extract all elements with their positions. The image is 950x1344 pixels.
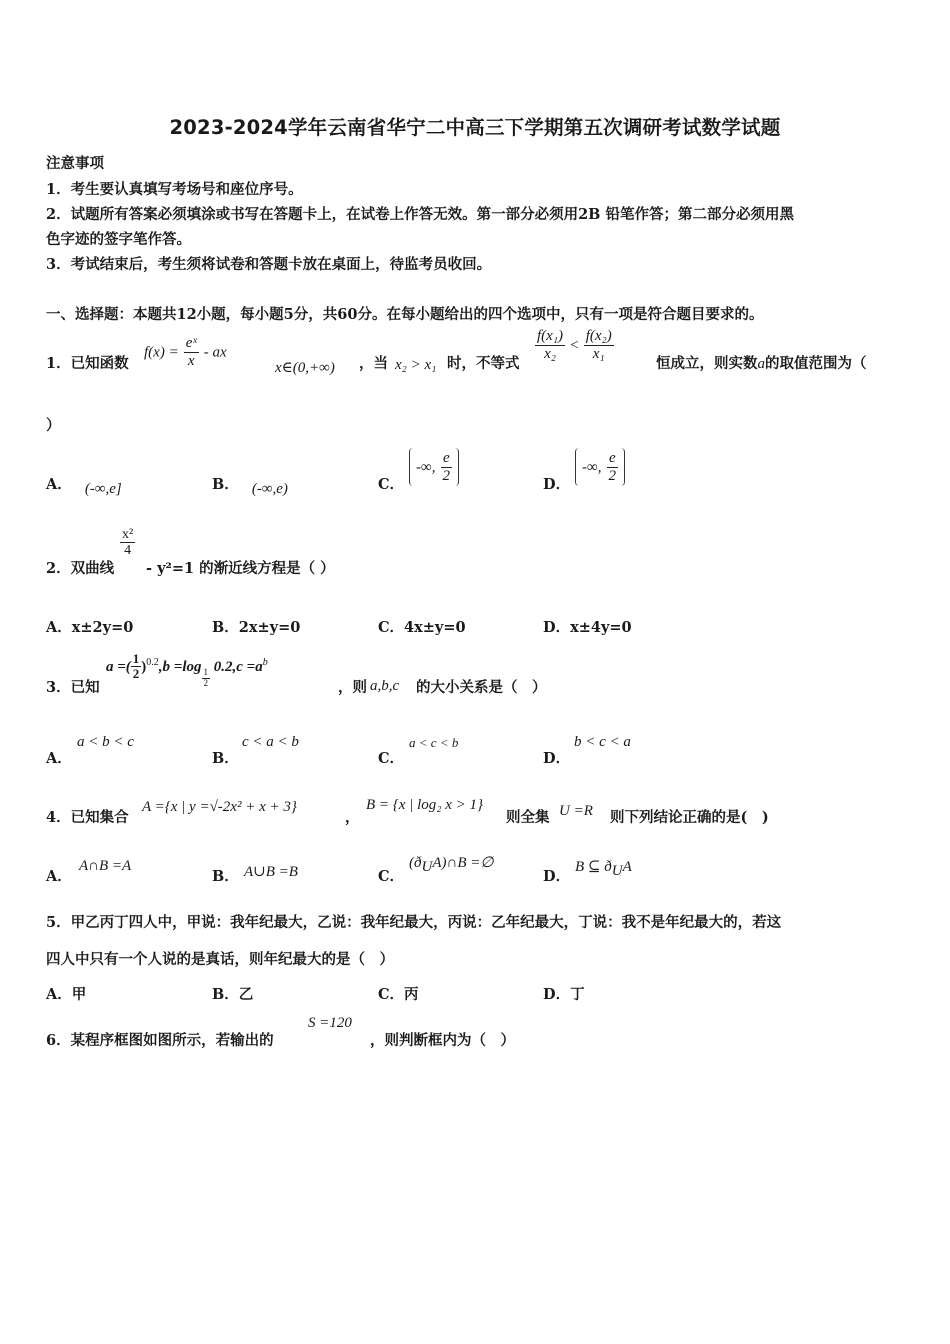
- q5-option-c-text: 丙: [404, 986, 419, 1003]
- q1-option-c-text: -∞,: [416, 459, 436, 476]
- q5-line-2: 四人中只有一个人说的是真话，则年纪最大的是（ ）: [46, 951, 394, 968]
- q2-option-b-label: B．: [212, 619, 239, 636]
- q1-option-c-den: 2: [442, 467, 451, 484]
- q1-option-d-den: 2: [608, 467, 617, 484]
- q1-option-b-label: B．: [212, 476, 239, 493]
- q1-function: [144, 335, 227, 369]
- q3-half-den: 2: [132, 666, 140, 682]
- q1-option-b[interactable]: [212, 473, 288, 497]
- q1-mid: ，当: [359, 355, 388, 372]
- q1-tail-text: 恒成立，则实数: [656, 355, 758, 372]
- q2-option-b-text: 2x±y=0: [238, 619, 301, 636]
- q2-tail: - y²=1 的渐近线方程是（ ）: [146, 560, 335, 577]
- q4-option-d-text2: A: [622, 859, 632, 875]
- q4-option-d-sub: U: [611, 863, 623, 880]
- q1-option-c-label: C．: [378, 476, 405, 493]
- q3-option-b[interactable]: [212, 747, 239, 768]
- q5-option-a-label: A．: [46, 986, 72, 1003]
- q1-ineq-left: [535, 328, 565, 362]
- q5-option-b-text: 乙: [238, 986, 254, 1003]
- q4-option-c-expr: [409, 852, 493, 876]
- q1-ineq-right-den: x₁: [592, 345, 605, 362]
- q5-option-a-text: 甲: [71, 986, 87, 1003]
- q6-lead: 6．某程序框图如图所示，若输出的: [46, 1032, 274, 1049]
- q5-option-c-label: C．: [378, 986, 405, 1003]
- q4-set-b: [366, 794, 483, 814]
- q1-option-d[interactable]: [543, 473, 570, 494]
- q1-option-d-label: D．: [543, 476, 571, 493]
- q4-option-c-label: C．: [378, 868, 405, 885]
- q3-half: [131, 652, 142, 682]
- q1-option-a[interactable]: [46, 473, 122, 497]
- q2-frac: [120, 527, 135, 559]
- q3-vars: a,b,c: [370, 678, 400, 694]
- notice-item-1: 1．考生要认真填写考场号和座位序号。: [46, 181, 303, 198]
- q1-domain: x∈(0,+∞): [275, 360, 335, 376]
- q1-option-c-frac: [441, 450, 453, 484]
- q5-option-d[interactable]: [543, 983, 585, 1004]
- q1-func-num: eˣ: [185, 335, 197, 351]
- q4-option-b-text: A∪B =B: [244, 864, 298, 880]
- q1-tail-text2: 的取值范围为（: [765, 355, 867, 372]
- q3-expr-d: 0.2,c =a: [210, 658, 263, 675]
- q2-lead: 2．双曲线: [46, 560, 115, 577]
- q3-expression: [106, 651, 268, 689]
- q1-option-d-text: -∞,: [582, 459, 602, 476]
- q2-option-c-text: 4x±y=0: [404, 619, 466, 636]
- q5-option-b[interactable]: [212, 983, 253, 1004]
- q4-option-b[interactable]: [212, 865, 239, 886]
- q4-set-b-text: B = {x | log₂ x > 1}: [366, 797, 483, 813]
- q4-option-d[interactable]: [543, 865, 570, 886]
- q1-option-c-bracket: [409, 448, 459, 486]
- q3-option-a[interactable]: [46, 747, 72, 768]
- q2-option-a-text: x±2y=0: [71, 619, 134, 636]
- q1-func-den: x: [187, 352, 195, 369]
- q4-option-c[interactable]: [378, 865, 404, 886]
- q1-option-c-num: e: [441, 450, 453, 468]
- notice-heading: 注意事项: [46, 155, 104, 172]
- q4-option-d-expr: [575, 856, 632, 880]
- q2-option-a[interactable]: [46, 616, 133, 637]
- q1-cond: x₂ > x₁: [395, 357, 437, 373]
- q2-option-a-label: A．: [46, 619, 72, 636]
- q3-log-base-den: 2: [203, 678, 209, 689]
- q1-option-d-expr: [575, 448, 625, 486]
- q3-option-d-label: D．: [543, 750, 571, 767]
- q2-option-c-label: C．: [378, 619, 405, 636]
- q1-ineq-right-num: f(x₂): [585, 328, 612, 344]
- q4-tail: 则下列结论正确的是( ): [610, 809, 769, 826]
- q3-option-c-text: a < c < b: [409, 735, 459, 750]
- q3-option-c[interactable]: [378, 747, 404, 768]
- q5-option-c[interactable]: [378, 983, 419, 1004]
- q1-mid2: 时，不等式: [447, 355, 520, 372]
- q4-option-c-text: (ð: [409, 855, 422, 871]
- q4-mid: 则全集: [506, 809, 550, 826]
- q1-tail: [656, 352, 867, 373]
- q3-expr-c: ,b =log: [158, 658, 202, 675]
- q3-mid: ，则: [338, 679, 367, 696]
- q2-option-c[interactable]: [378, 616, 466, 637]
- page-title: 2023-2024学年云南省华宁二中高三下学期第五次调研考试数学试题: [169, 116, 781, 139]
- q4-option-b-label: B．: [212, 868, 239, 885]
- q3-option-d-text: b < c < a: [574, 734, 631, 750]
- q1-option-d-bracket: [575, 448, 625, 486]
- q3-option-d[interactable]: [543, 747, 570, 768]
- q1-var: a: [757, 356, 765, 372]
- q1-option-d-frac: [607, 450, 619, 484]
- q1-option-c[interactable]: [378, 473, 404, 494]
- q1-option-d-num: e: [607, 450, 619, 468]
- q3-option-b-text: c < a < b: [242, 734, 299, 750]
- q1-option-b-text: (-∞,e): [251, 481, 288, 497]
- q4-lead: 4．已知集合: [46, 809, 129, 826]
- section-heading: 一、选择题：本题共12小题，每小题5分，共60分。在每小题给出的四个选项中，只有一项是符合题目要求的。: [46, 306, 764, 323]
- q5-line-1: 5．甲乙丙丁四人中，甲说：我年纪最大，乙说：我年纪最大，丙说：乙年纪最大，丁说：我不是年纪最大的，若这: [46, 914, 782, 931]
- q4-option-c-sub: U: [421, 859, 433, 876]
- q1-option-a-text: (-∞,e]: [84, 481, 122, 497]
- q1-func-label: f(x) =: [144, 344, 179, 361]
- q2-option-d[interactable]: [543, 616, 632, 637]
- q6-tail: ，则判断框内为（ ）: [370, 1032, 515, 1049]
- q4-universe: U =R: [559, 803, 593, 819]
- q4-comma: ，: [345, 809, 360, 826]
- notice-item-3: 3．考试结束后，考生须将试卷和答题卡放在桌面上，待监考员收回。: [46, 256, 492, 273]
- q3-expr-a: a =(: [106, 658, 131, 675]
- q1-func-tail: - ax: [203, 344, 227, 361]
- q6-expr: S =120: [308, 1015, 352, 1031]
- notice-item-2: 2．试题所有答案必须填涂或书写在答题卡上，在试卷上作答无效。第一部分必须用2B 铅笔作答；第二部分必须用黑: [46, 206, 794, 223]
- q4-option-a[interactable]: [46, 865, 72, 886]
- q3-expr-b: ): [141, 658, 147, 675]
- q2-frac-num: x²: [122, 527, 134, 542]
- q4-option-d-label: D．: [543, 868, 571, 885]
- q1-ineq-right: [584, 328, 614, 362]
- q1-close: ）: [46, 417, 61, 434]
- q4-option-a-label: A．: [46, 868, 72, 885]
- q3-log-base: [202, 668, 211, 689]
- q3-half-num: 1: [132, 651, 140, 666]
- q2-option-d-text: x±4y=0: [570, 619, 632, 636]
- q2-option-d-label: D．: [543, 619, 571, 636]
- q3-tail: 的大小关系是（ ）: [416, 679, 547, 696]
- q1-ineq-left-den: x₂: [544, 345, 556, 362]
- q5-option-d-label: D．: [543, 986, 571, 1003]
- q3-option-c-label: C．: [378, 750, 405, 767]
- q1-option-c-expr: [409, 448, 459, 486]
- q3-exp1: 0.2: [146, 656, 159, 668]
- q1-ineq-left-num: f(x₁): [537, 328, 564, 344]
- q4-set-a: A ={x | y =√-2x² + x + 3}: [142, 799, 297, 815]
- q1-lead: 1．已知函数: [46, 355, 129, 372]
- q5-option-a[interactable]: [46, 983, 86, 1004]
- q3-exp2: b: [262, 656, 268, 668]
- q5-option-d-text: 丁: [570, 986, 585, 1003]
- q3-option-a-text: a < b < c: [77, 734, 134, 750]
- q3-option-b-label: B．: [212, 750, 239, 767]
- q4-option-a-text: A∩B =A: [79, 858, 132, 874]
- q3-log-base-num: 1: [203, 667, 209, 678]
- q2-frac-body: [120, 527, 135, 559]
- q2-option-b[interactable]: [212, 616, 300, 637]
- q1-ineq-op: <: [570, 337, 579, 354]
- q2-frac-den: 4: [124, 543, 132, 559]
- q4-option-c-text2: A)∩B =∅: [432, 855, 494, 871]
- q4-option-d-text: B ⊆ ð: [575, 859, 612, 875]
- q3-lead: 3．已知: [46, 679, 100, 696]
- q1-inequality: [535, 328, 614, 362]
- q1-option-a-label: A．: [46, 476, 72, 493]
- q5-option-b-label: B．: [212, 986, 239, 1003]
- notice-item-2-cont: 色字迹的签字笔作答。: [46, 231, 191, 248]
- q1-func-frac: [184, 335, 199, 369]
- q3-option-a-label: A．: [46, 750, 72, 767]
